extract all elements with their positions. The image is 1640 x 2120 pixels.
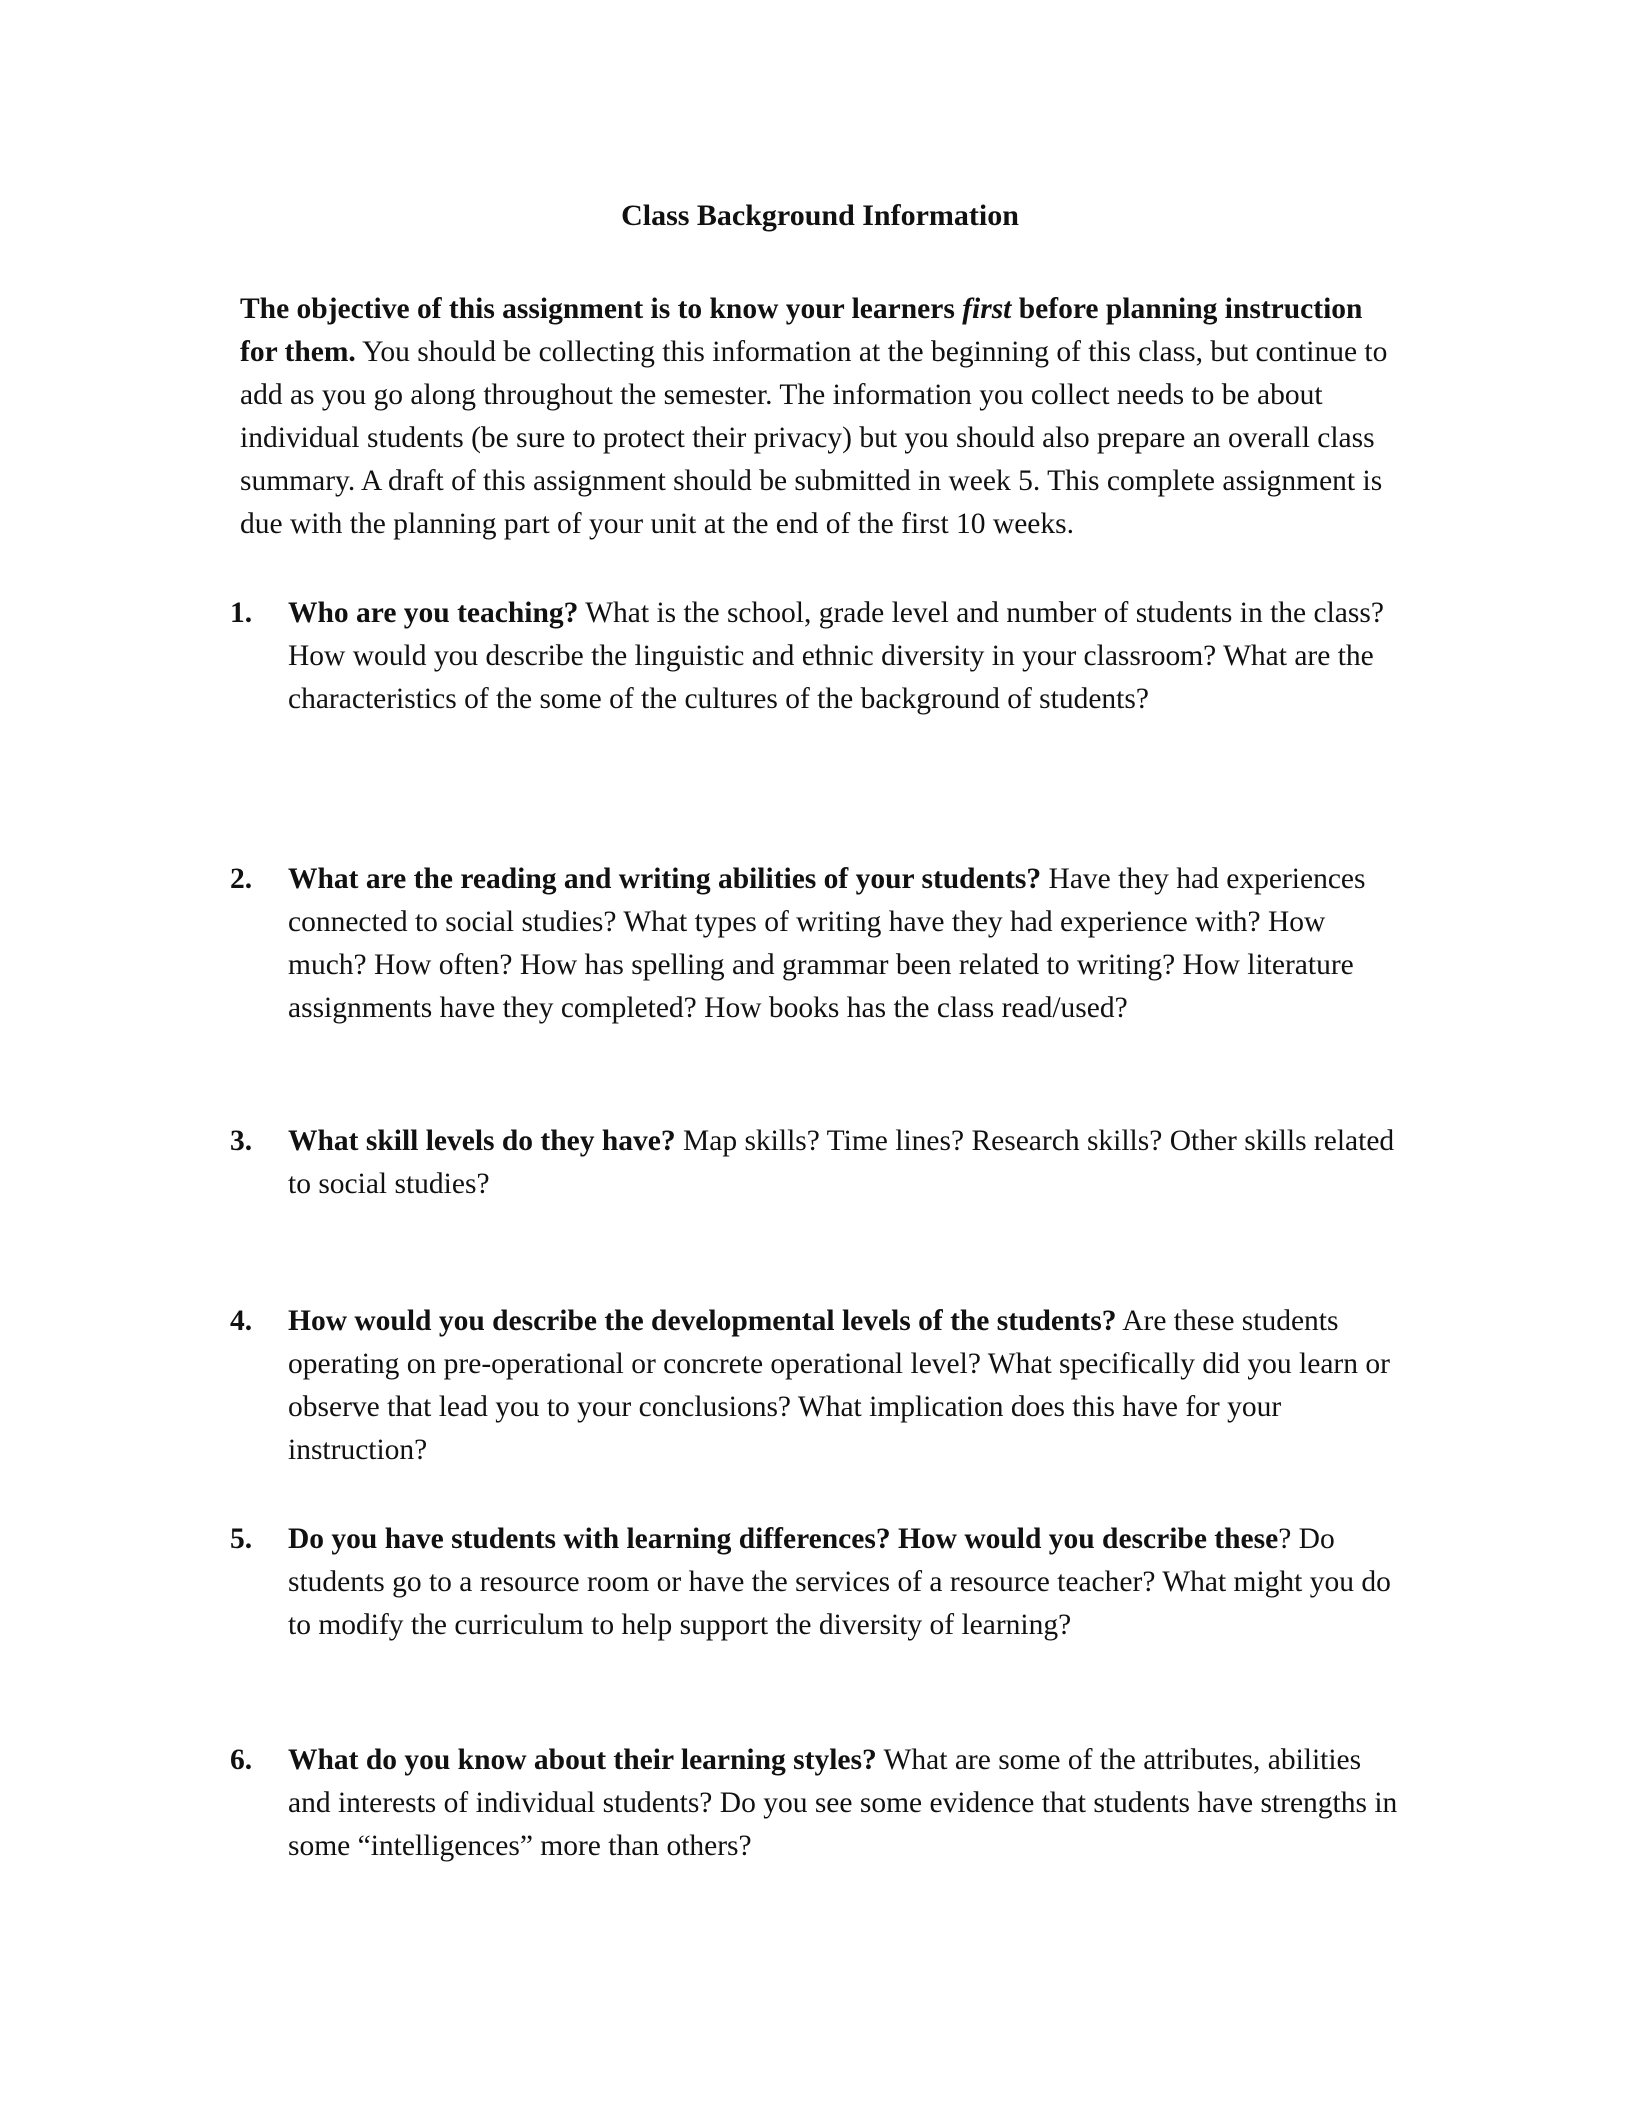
intro-emphasis-first: first	[962, 293, 1012, 325]
intro-paragraph	[240, 288, 1400, 546]
question-body: Have they had experiences connected to social studies? What types of writing have they had experience with? How much? How often? How has spelling and grammar been related to writing? How literature assignments have they completed? How books has the class read/used?	[288, 863, 1366, 1024]
question-heading: What are the reading and writing abilities of your students?	[288, 863, 1042, 895]
page-title: Class Background Information	[621, 199, 1019, 232]
question-body: ? Do students go to a resource room or have the services of a resource teacher? What might you do to modify the curriculum to help support the diversity of learning?	[288, 1523, 1391, 1641]
intro-bold-lead-1: The objective of this assignment is to know your learners	[240, 293, 963, 325]
question-item	[230, 1120, 1400, 1206]
question-item	[230, 1518, 1400, 1647]
question-heading: What skill levels do they have?	[288, 1125, 676, 1157]
question-heading: How would you describe the developmental levels of the students?	[288, 1305, 1117, 1337]
intro-body-text: You should be collecting this information at the beginning of this class, but continue to add as you go along throughout the semester. The information you collect needs to be about individual students (be sure to protect their privacy) but you should also prepare an overall class summary. A draft of this assignment should be submitted in week 5. This complete assignment is due with the planning part of your unit at the end of the first 10 weeks.	[240, 336, 1388, 540]
question-body: What are some of the attributes, abilities and interests of individual students? Do you see some evidence that students have strengths in some “intelligences” more than others?	[288, 1744, 1398, 1862]
question-number: 4.	[230, 1305, 253, 1337]
question-number: 6.	[230, 1744, 253, 1776]
question-body: Are these students operating on pre-operational or concrete operational level? What specifically did you learn or observe that lead you to your conclusions? What implication does this have for your instruction?	[288, 1305, 1390, 1466]
question-number: 1.	[230, 597, 253, 629]
question-body: What is the school, grade level and number of students in the class? How would you describe the linguistic and ethnic diversity in your classroom? What are the characteristics of the some of the cultures of the background of students?	[288, 597, 1384, 715]
question-heading: Do you have students with learning differences? How would you describe these	[288, 1523, 1279, 1555]
question-item	[230, 592, 1400, 721]
question-number: 5.	[230, 1523, 253, 1555]
question-item	[230, 1739, 1400, 1868]
question-body: Map skills? Time lines? Research skills? Other skills related to social studies?	[288, 1125, 1395, 1200]
question-item	[230, 858, 1400, 1030]
question-item	[230, 1300, 1400, 1472]
question-heading: What do you know about their learning styles?	[288, 1744, 877, 1776]
question-number: 3.	[230, 1125, 253, 1157]
intro-bold-lead-2: before planning instruction for them.	[240, 293, 1363, 368]
question-heading: Who are you teaching?	[288, 597, 579, 629]
question-number: 2.	[230, 863, 253, 895]
